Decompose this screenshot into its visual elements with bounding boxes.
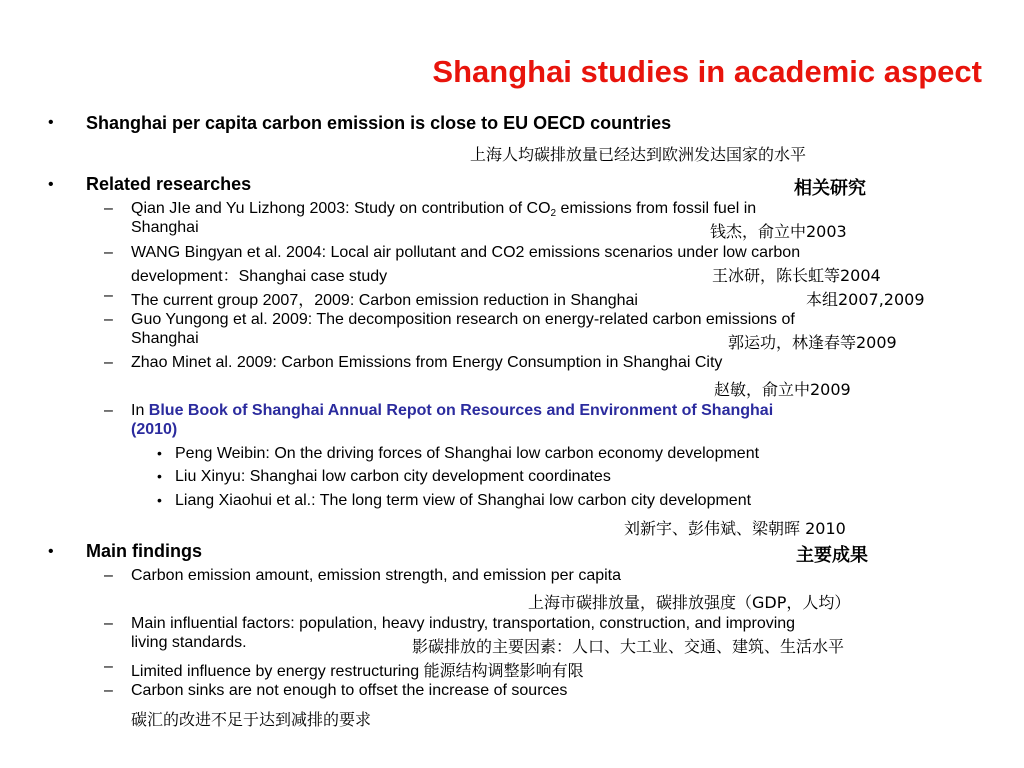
finding-influential-factors-line2: living standards. (131, 634, 247, 651)
bluebook-sub-liang: Liang Xiaohui et al.: The long term view of Shanghai low carbon city development (175, 492, 752, 509)
dash-marker: – (104, 200, 113, 217)
research-item-guo-line2: Shanghai (131, 330, 199, 347)
bullet-per-capita: Shanghai per capita carbon emission is close to EU OECD countries (86, 113, 672, 133)
bluebook-sub-peng: Peng Weibin: On the driving forces of Shanghai low carbon economy development (175, 445, 760, 462)
bluebook-line: In Blue Book of Shanghai Annual Repot on Resources and Environment of Shanghai (131, 402, 774, 419)
bullet-related-researches-cn: 相关研究 (794, 178, 866, 199)
bullet-per-capita-cn: 上海人均碳排放量已经达到欧洲发达国家的水平 (470, 145, 807, 164)
dash-marker: – (104, 402, 113, 419)
finding-carbon-amount-cn: 上海市碳排放量，碳排放强度（GDP，人均） (528, 593, 851, 612)
bluebook-cn: 刘新宇、彭伟斌、梁朝晖 2010 (624, 519, 846, 538)
finding-influential-factors: Main influential factors: population, heavy industry, transportation, construction, and improving (131, 615, 796, 632)
dash-marker: – (104, 615, 113, 632)
dash-marker: – (104, 311, 113, 328)
bullet-main-findings: Main findings (86, 541, 202, 561)
finding-influential-factors-cn: 影碳排放的主要因素：人口、大工业、交通、建筑、生活水平 (412, 637, 845, 656)
bullet-marker: • (48, 176, 54, 193)
research-item-wang-line2: development：Shanghai case study (131, 268, 388, 285)
research-item-current-group-cn: 本组2007,2009 (806, 290, 925, 309)
dash-marker: – (104, 567, 113, 584)
research-item-qian-cn: 钱杰，俞立中2003 (710, 222, 847, 241)
dash-marker: – (104, 658, 113, 675)
research-item-current-group: The current group 2007，2009: Carbon emission reduction in Shanghai (131, 292, 638, 309)
dash-marker: – (104, 244, 113, 261)
bullet-main-findings-cn: 主要成果 (796, 545, 868, 566)
sub-bullet-marker: • (157, 468, 162, 484)
finding-carbon-amount: Carbon emission amount, emission strength, and emission per capita (131, 567, 622, 584)
bullet-related-researches: Related researches (86, 174, 252, 194)
finding-energy-restructuring: Limited influence by energy restructuring 能源结构调整影响有限 (131, 661, 584, 680)
dash-marker: – (104, 287, 113, 304)
research-item-guo: Guo Yungong et al. 2009: The decomposition research on energy-related carbon emissions of (131, 311, 795, 328)
sub-bullet-marker: • (157, 445, 162, 461)
bluebook-sub-liu: Liu Xinyu: Shanghai low carbon city development coordinates (175, 468, 611, 485)
research-item-zhao: Zhao Minet al. 2009: Carbon Emissions from Energy Consumption in Shanghai City (131, 354, 723, 371)
research-item-wang-cn: 王冰研，陈长虹等2004 (712, 266, 881, 285)
dash-marker: – (104, 682, 113, 699)
finding-carbon-sinks-cn: 碳汇的改进不足于达到减排的要求 (131, 710, 372, 729)
finding-energy-restructuring-cn: 能源结构调整影响有限 (423, 661, 584, 680)
finding-carbon-sinks: Carbon sinks are not enough to offset the increase of sources (131, 682, 568, 699)
research-item-qian-line2: Shanghai (131, 219, 199, 236)
research-item-zhao-cn: 赵敏，俞立中2009 (714, 380, 851, 399)
bluebook-title: Blue Book of Shanghai Annual Repot on Resources and Environment of Shanghai (148, 402, 774, 419)
bullet-marker: • (48, 543, 54, 560)
dash-marker: – (104, 354, 113, 371)
research-item-qian: Qian JIe and Yu Lizhong 2003: Study on contribution of $CO_2$ emissions from fossil fuel in (131, 200, 757, 219)
research-item-guo-cn: 郭运功，林逢春等2009 (728, 333, 897, 352)
bullet-marker: • (48, 114, 54, 131)
slide-title: Shanghai studies in academic aspect (432, 54, 982, 89)
bluebook-year: (2010) (131, 421, 178, 438)
sub-bullet-marker: • (157, 492, 162, 508)
research-item-wang: WANG Bingyan et al. 2004: Local air pollutant and CO2 emissions scenarios under low carbon (131, 244, 801, 261)
